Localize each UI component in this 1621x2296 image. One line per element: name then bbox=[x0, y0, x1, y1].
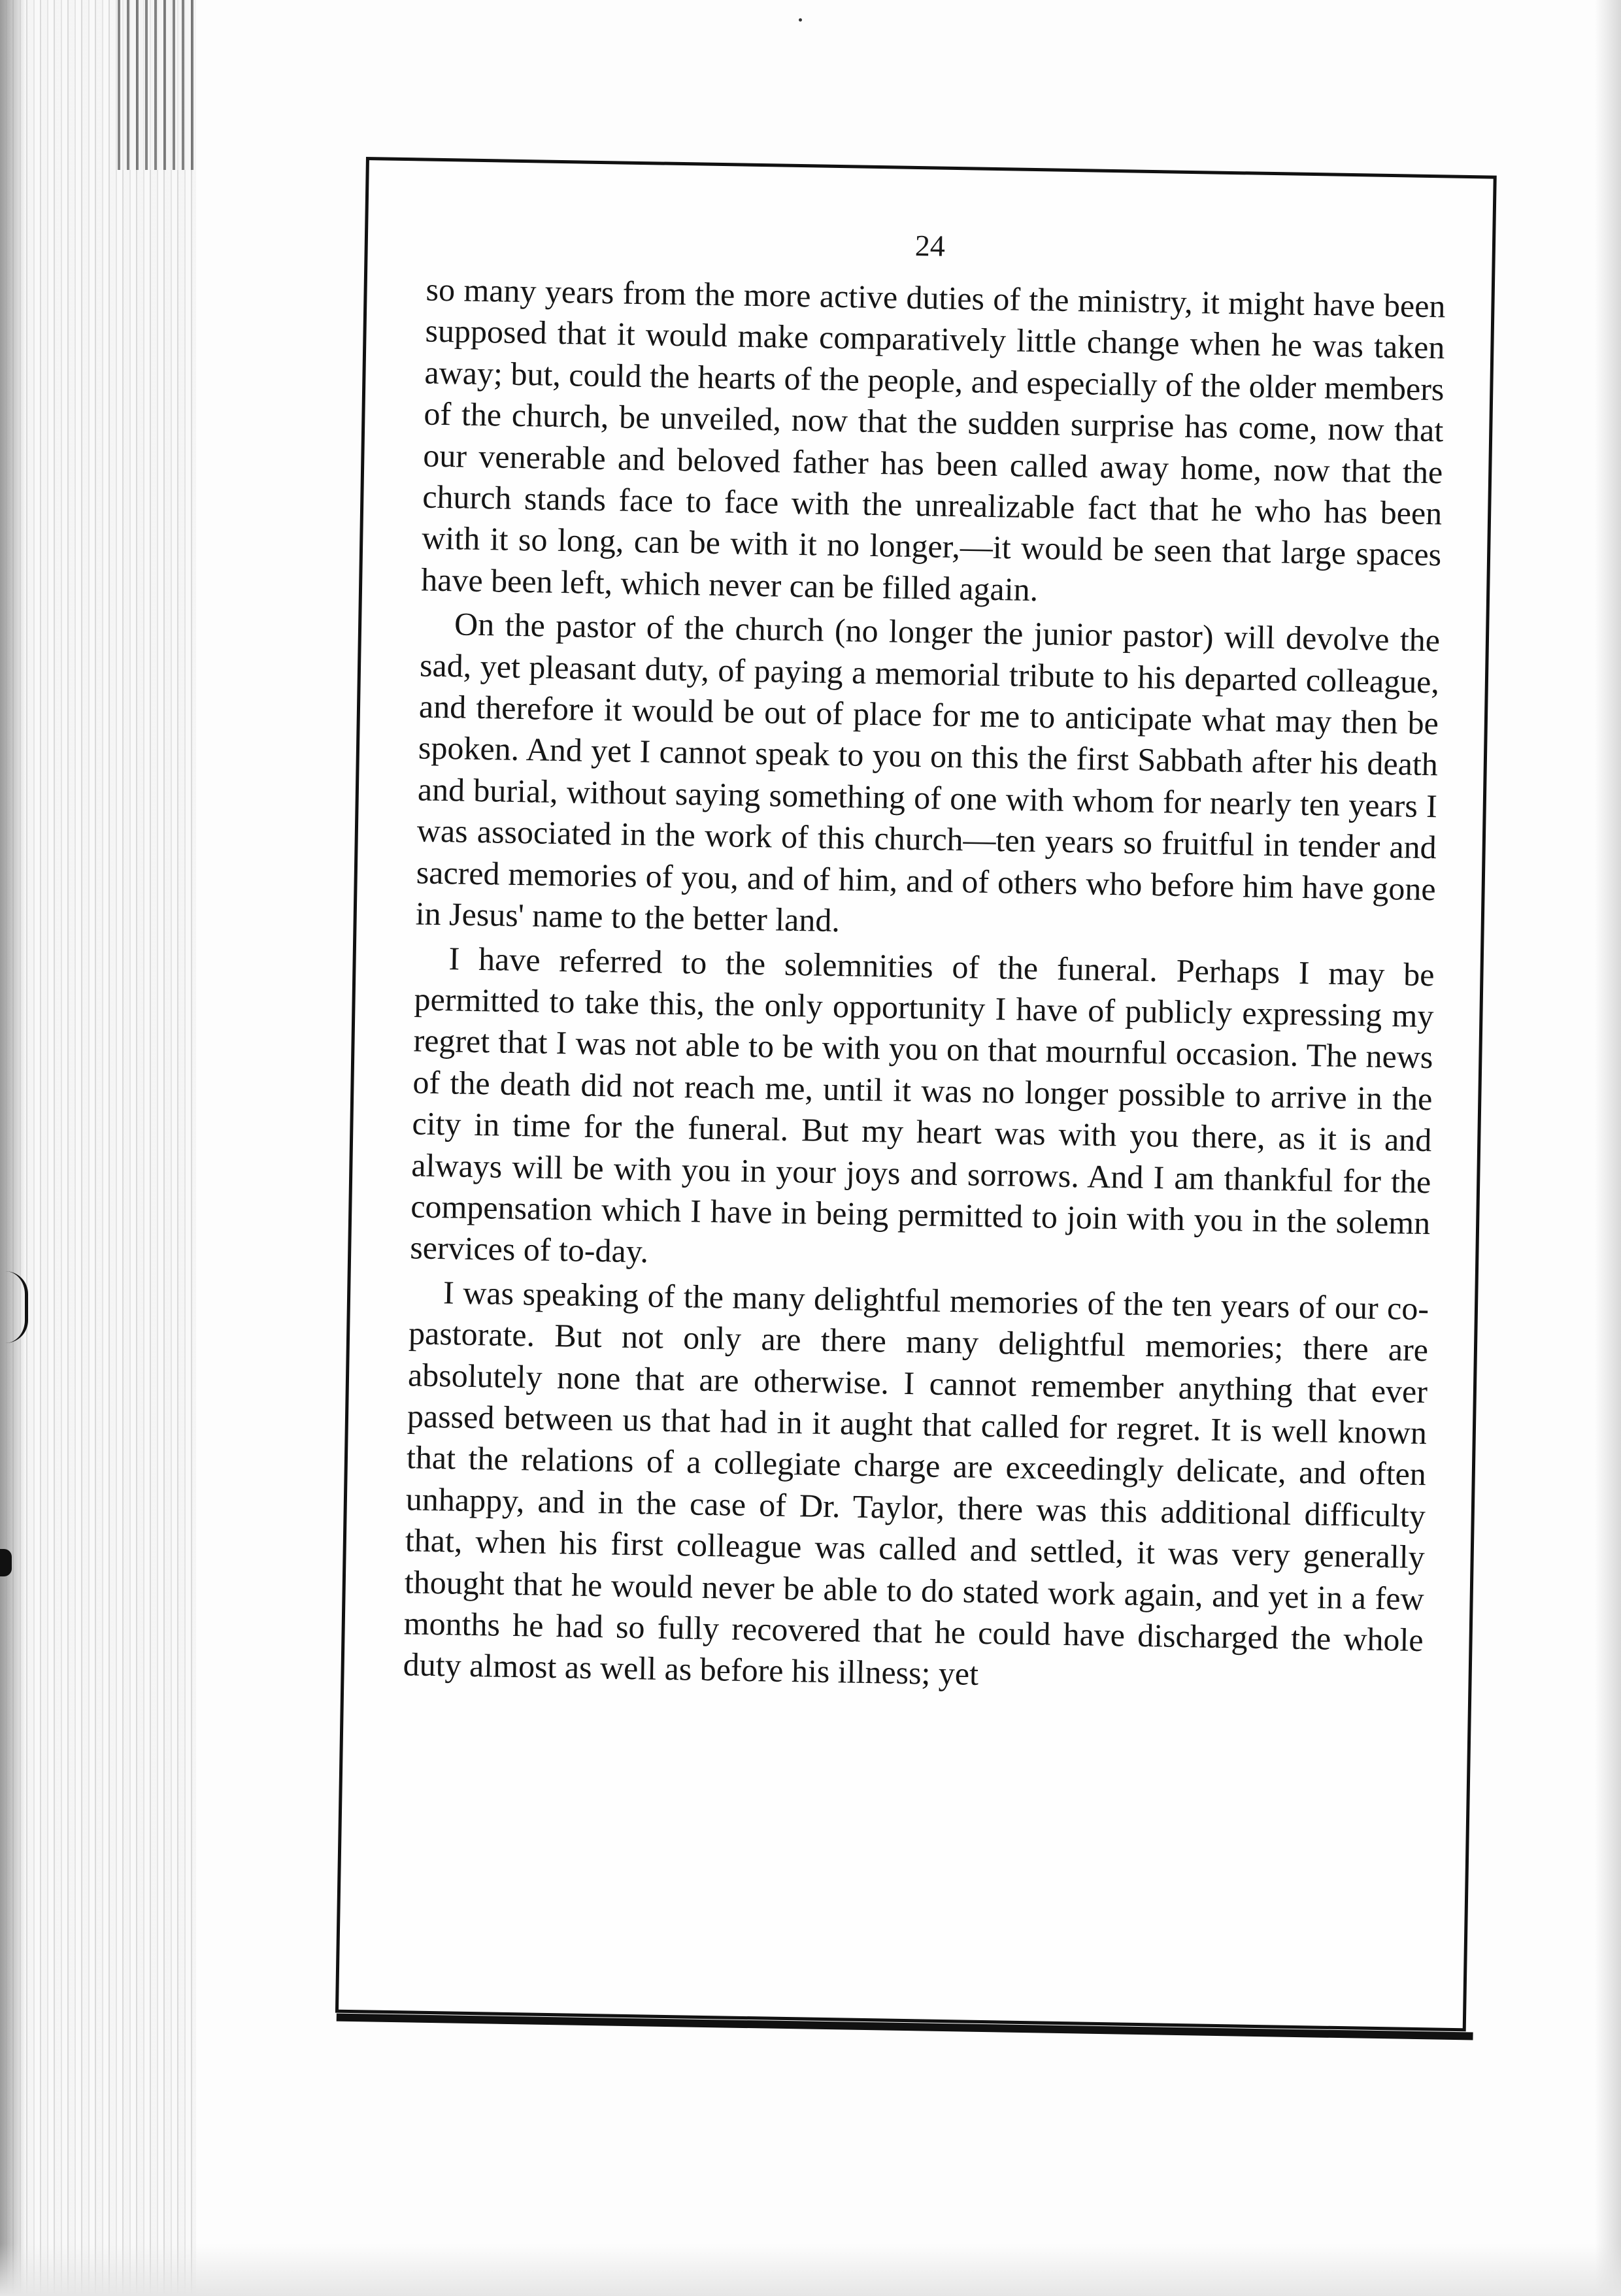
paragraph: On the pastor of the church (no longer the junior pastor) will devolve the sad, yet pleasant duty, of paying a memorial tribute to his departed colleague, and therefore it would be out of place for me to anticipate what may then be spoken. And yet I cannot speak to you on this the first Sabbath after his death and burial, without saying something of one with whom for nearly ten years I was associated in the work of this church—ten years so fruitful in tender and sacred memories of you, and of him, and of others who before him have gone in Jesus' name to the better land. bbox=[415, 605, 1441, 939]
right-page-edge bbox=[1595, 0, 1621, 2296]
paragraph-continued: so many years from the more active duties of the ministry, it might have been supposed that it would make comparatively little change when he was taken away; but, could the hearts of the people, and especially of the older members of the church, be unveiled, now that the sudden surprise has come, now that our venerable and beloved father has been called away home, now that the church stands face to face with the unrealizable fact that he who has been with it so long, can be with it no longer,—it would be seen that large spaces have been left, which never can be filled again. bbox=[420, 271, 1446, 608]
ink-speck bbox=[799, 18, 802, 22]
page-edge-leaves bbox=[0, 0, 196, 2296]
body-text bbox=[403, 269, 1446, 1705]
frame-bottom-rule bbox=[337, 2014, 1473, 2040]
paragraph: I have referred to the solemnities of the funeral. Perhaps I may be permitted to take this, the only opportunity I have of publicly expressing my regret that I was not able to be with you on that mournful occasion. The news of the death did not reach me, until it was no longer possible to arrive in the city in time for the funeral. But my heart was with you there, as it is and always will be with you in your joys and sorrows. And I am thankful for the compensation which I have in being permitted to join with you in the solemn services of to-day. bbox=[409, 939, 1435, 1270]
margin-ink-mark bbox=[0, 1549, 12, 1576]
bottom-page-edge bbox=[0, 2244, 1621, 2296]
spine-shadow bbox=[0, 0, 26, 2296]
page-number: 24 bbox=[914, 228, 946, 263]
printed-page-frame bbox=[335, 157, 1497, 2031]
page-edge-leaves-top bbox=[118, 0, 196, 170]
paragraph: I was speaking of the many delightful memories of the ten years of our co-pastorate. But not only are there many delightful memories; there are absolutely none that are otherwise. I cannot remember anything that ever passed between us that had in it aught that called for regret. It is well known that the relations of a collegiate charge are exceedingly delicate, and often unhappy, and in the case of Dr. Taylor, there was this additional difficulty that, when his first colleague was called and settled, it was very generally thought that he would never be able to do stated work again, and yet in a few months he had so fully recovered that he could have discharged the whole duty almost as well as before his illness; yet bbox=[403, 1273, 1429, 1693]
